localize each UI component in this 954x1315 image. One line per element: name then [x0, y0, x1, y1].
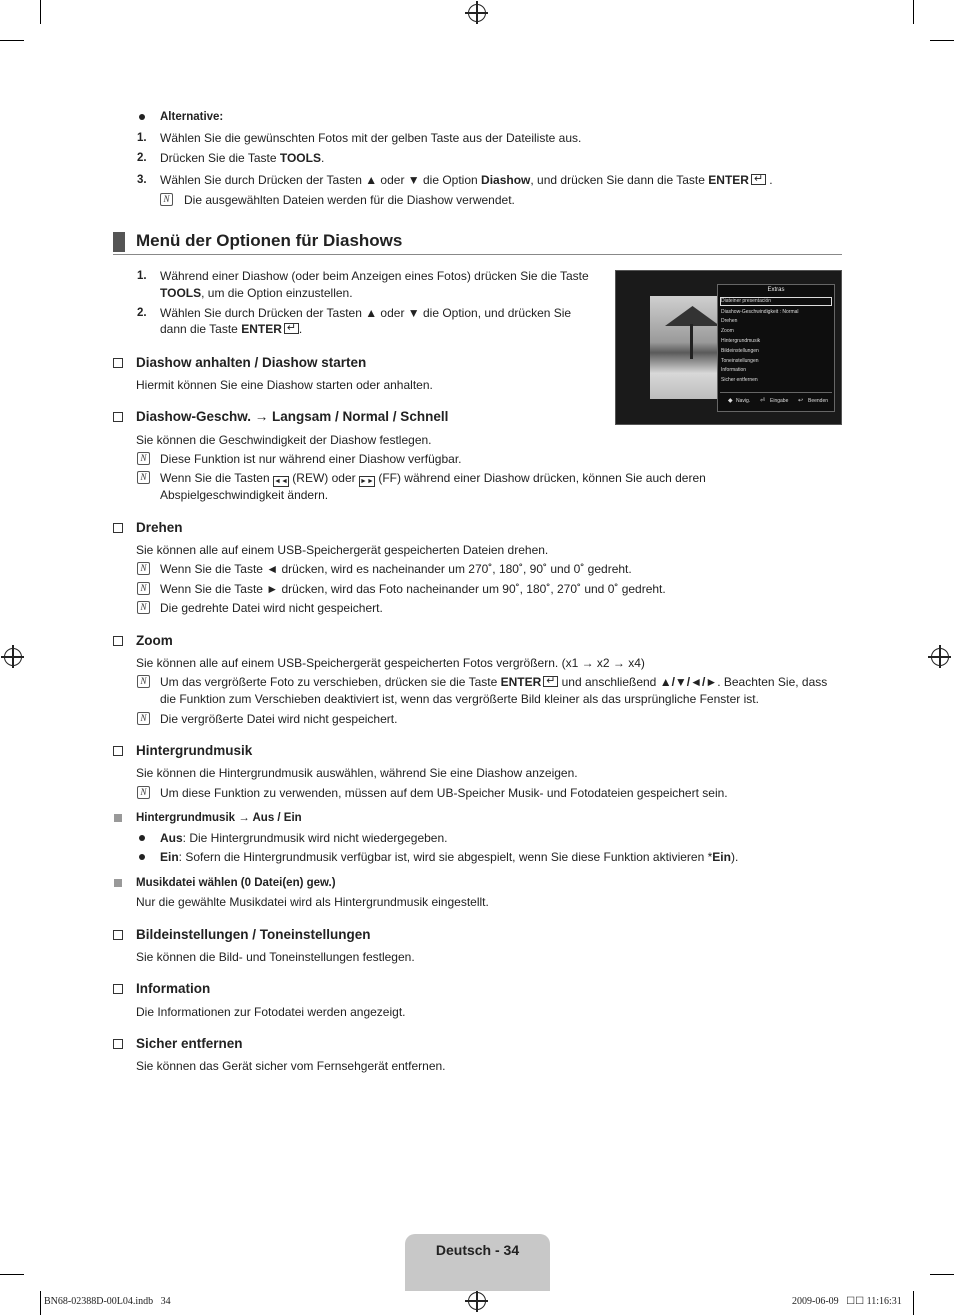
tv-menu-item: Diashow-Geschwindigkeit : Normal: [721, 309, 799, 315]
registration-mark-icon: [468, 1292, 486, 1310]
nav-icon: ◆: [728, 398, 733, 404]
enter-key-icon: [543, 676, 558, 687]
exit-icon: ↩: [798, 398, 804, 404]
note-icon: N: [137, 712, 150, 725]
item-heading: Diashow anhalten / Diashow starten: [136, 355, 367, 370]
item-text: Hiermit können Sie eine Diashow starten oder anhalten.: [136, 378, 433, 392]
registration-mark-icon: [4, 648, 22, 666]
print-date: 2009-06-09 ☐☐ 11:16:31: [792, 1296, 902, 1307]
note-text: Wenn Sie die Taste ◄ drücken, wird es nacheinander um 270˚, 180˚, 90˚ und 0˚ gedreht.: [160, 562, 632, 576]
bullet-icon: [139, 114, 145, 120]
tv-footer-exit: Beenden: [808, 398, 829, 404]
item-text: Sie können das Gerät sicher vom Fernsehgerät entfernen.: [136, 1059, 446, 1073]
bullet-icon: [139, 835, 145, 841]
tv-footer-nav: Navig.: [736, 398, 751, 404]
square-bullet-icon: [114, 879, 122, 887]
checkbox-icon: [113, 523, 123, 533]
note-icon: N: [137, 675, 150, 688]
tv-menu-item: Toneinstellungen: [721, 358, 759, 364]
note-text: die Funktion zum Verschieben deaktiviert ist, wenn das vergrößerte Bild kleiner als das ursprüngliche Fenster ist.: [160, 692, 759, 706]
sub-item-heading: Hintergrundmusik → Aus / Ein: [136, 812, 302, 824]
note-text: Abspielgeschwindigkeit ändern.: [160, 488, 329, 502]
option-text: Aus: Die Hintergrundmusik wird nicht wiedergegeben.: [160, 831, 448, 845]
note-text: Die gedrehte Datei wird nicht gespeichert.: [160, 601, 383, 615]
fast-forward-icon: ►►: [360, 478, 374, 485]
item-heading: Drehen: [136, 520, 183, 535]
tv-footer-divider: [720, 392, 832, 393]
tv-menu-item: Hintergrundmusik: [721, 338, 761, 344]
crop-mark: [40, 1291, 41, 1315]
note-text: Die ausgewählten Dateien werden für die Diashow verwendet.: [184, 193, 515, 207]
crop-mark: [0, 40, 24, 41]
step-text: Drücken Sie die Taste TOOLS.: [160, 151, 325, 165]
item-text: Sie können alle auf einem USB-Speichergerät gespeicherten Dateien drehen.: [136, 543, 549, 557]
note-icon: N: [137, 786, 150, 799]
option-text: Ein: Sofern die Hintergrundmusik verfügbar ist, wird sie abgespielt, wenn Sie diese Funktion aktivieren *Ein).: [160, 850, 739, 864]
enter-key-icon: [284, 323, 299, 334]
crop-mark: [913, 1291, 914, 1315]
checkbox-icon: [113, 358, 123, 368]
tv-footer-enter: Eingabe: [770, 398, 789, 404]
enter-icon: ⏎: [760, 398, 766, 404]
tv-menu-item: Drehen: [721, 318, 738, 324]
crop-mark: [0, 1274, 24, 1275]
sub-item-heading: Musikdatei wählen (0 Datei(en) gew.): [136, 877, 336, 889]
file-info: BN68-02388D-00L04.indb 34: [44, 1296, 171, 1307]
item-heading: Diashow-Geschw. → Langsam / Normal / Schnell: [136, 409, 449, 424]
step-text: Während einer Diashow (oder beim Anzeigen eines Fotos) drücken Sie die Taste: [160, 269, 589, 283]
tv-menu-item: Diateiner presentación: [721, 298, 772, 304]
note-icon: N: [137, 471, 150, 484]
item-text: Sie können alle auf einem USB-Speichergerät gespeicherten Fotos vergrößern. (x1 → x2 → x4): [136, 656, 645, 670]
step-number: 2.: [137, 152, 147, 164]
note-text: Um das vergrößerte Foto zu verschieben, drücken sie die Taste ENTER↵ und anschließend ▲/▼/◄/►. Beachten Sie, dass: [160, 674, 827, 690]
note-icon: N: [137, 562, 150, 575]
step-number: 3.: [137, 174, 147, 186]
item-heading: Zoom: [136, 633, 173, 648]
checkbox-icon: [113, 412, 123, 422]
tv-menu-item: Information: [721, 367, 747, 373]
section-underline: [113, 254, 842, 255]
tv-menu-item: Sicher entfernen: [721, 377, 758, 383]
crop-mark: [930, 40, 954, 41]
enter-key-icon: [751, 174, 766, 185]
step-number: 2.: [137, 307, 147, 319]
registration-mark-icon: [931, 648, 949, 666]
alternative-label: Alternative:: [160, 111, 224, 123]
page-number: Deutsch - 34: [435, 1242, 520, 1258]
step-text: TOOLS, um die Option einzustellen.: [160, 286, 353, 300]
checkbox-icon: [113, 636, 123, 646]
item-heading: Information: [136, 981, 211, 996]
square-bullet-icon: [114, 814, 122, 822]
step-text: Wählen Sie durch Drücken der Tasten ▲ oder ▼ die Option Diashow, und drücken Sie dann die Taste ENTER↵ .: [160, 172, 773, 188]
checkbox-icon: [113, 930, 123, 940]
tv-menu-item: Bildeinstellungen: [721, 348, 759, 354]
step-number: 1.: [137, 270, 147, 282]
crop-mark: [913, 0, 914, 24]
item-text: Sie können die Hintergrundmusik auswählen, während Sie eine Diashow anzeigen.: [136, 766, 578, 780]
step-text: Wählen Sie durch Drücken der Tasten ▲ oder ▼ die Option, und drücken Sie: [160, 306, 572, 320]
item-text: Die Informationen zur Fotodatei werden angezeigt.: [136, 1005, 406, 1019]
item-heading: Bildeinstellungen / Toneinstellungen: [136, 927, 371, 942]
step-text: dann die Taste ENTER↵ .: [160, 321, 302, 337]
note-icon: N: [137, 582, 150, 595]
note-icon: N: [137, 452, 150, 465]
note-text: Wenn Sie die Taste ► drücken, wird das Foto nacheinander um 90˚, 180˚, 270˚ und 0˚ gedreht.: [160, 582, 666, 596]
crop-mark: [930, 1274, 954, 1275]
tv-menu-item: Zoom: [721, 328, 734, 334]
bullet-icon: [139, 854, 145, 860]
note-text: Die vergrößerte Datei wird nicht gespeichert.: [160, 712, 398, 726]
step-text: Wählen Sie die gewünschten Fotos mit der gelben Taste aus der Dateiliste aus.: [160, 131, 582, 145]
item-text: Sie können die Geschwindigkeit der Diashow festlegen.: [136, 433, 432, 447]
note-text: Um diese Funktion zu verwenden, müssen auf dem UB-Speicher Musik- und Fotodateien gespeichert sein.: [160, 786, 728, 800]
tv-menu-header: Extras: [767, 287, 785, 293]
crop-mark: [40, 0, 41, 24]
item-heading: Hintergrundmusik: [136, 743, 253, 758]
item-heading: Sicher entfernen: [136, 1036, 243, 1051]
checkbox-icon: [113, 984, 123, 994]
note-text: Diese Funktion ist nur während einer Diashow verfügbar.: [160, 452, 462, 466]
note-text: Wenn Sie die Tasten ◄◄ (REW) oder ►► (FF) während einer Diashow drücken, können Sie auch deren: [160, 471, 706, 485]
note-icon: N: [137, 601, 150, 614]
checkbox-icon: [113, 746, 123, 756]
section-title: Menü der Optionen für Diashows: [136, 231, 403, 250]
checkbox-icon: [113, 1039, 123, 1049]
item-text: Nur die gewählte Musikdatei wird als Hintergrundmusik eingestellt.: [136, 895, 489, 909]
section-bar: [113, 232, 125, 252]
step-number: 1.: [137, 132, 147, 144]
rewind-icon: ◄◄: [274, 478, 288, 485]
item-text: Sie können die Bild- und Toneinstellungen festlegen.: [136, 950, 415, 964]
registration-mark-icon: [468, 4, 486, 22]
note-icon: N: [160, 193, 173, 206]
